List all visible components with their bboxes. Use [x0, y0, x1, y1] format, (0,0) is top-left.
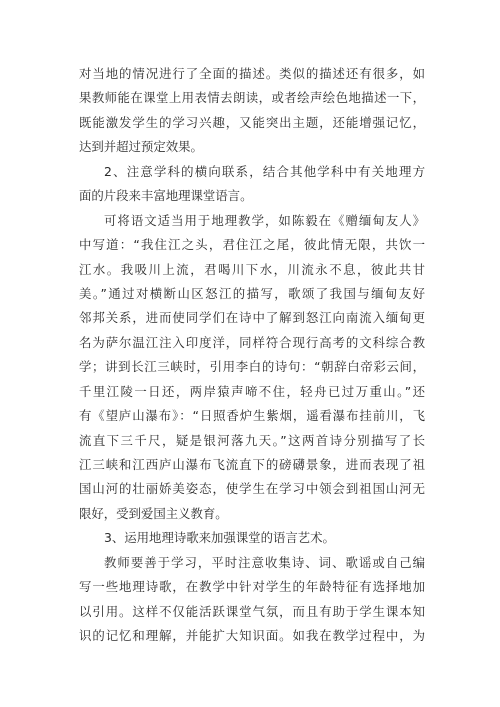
text-line: 江三峡和江西庐山瀑布飞流直下的磅礴景象，进而表现了祖	[79, 457, 425, 472]
text-line: 面的片段来丰富地理课堂语言。	[79, 188, 253, 204]
text-line: 对当地的情况进行了全面的描述。类似的描述还有很多，如	[79, 66, 425, 81]
text-line: 国山河的壮丽娇美姿态，使学生在学习中领会到祖国山河无	[79, 481, 425, 497]
text-line: 学；讲到长江三峡时，引用李白的诗句：“朝辞白帝彩云间，	[79, 359, 425, 375]
text-line: 写一些地理诗歌，在教学中针对学生的年龄特征有选择地加	[79, 579, 425, 595]
text-line: 名为萨尔温江注入印度洋，同样符合现行高考的文科综合教	[79, 334, 425, 350]
text-line: 流直下三千尺，疑是银河落九天。”这两首诗分别描写了长	[79, 432, 425, 448]
text-line: 邻邦关系，进而使同学们在诗中了解到怒江向南流入缅甸更	[79, 310, 425, 326]
text-line: 3、运用地理诗歌来加强课堂的语言艺术。	[104, 530, 335, 546]
text-line: 既能激发学生的学习兴趣，又能突出主题，还能增强记忆，	[79, 114, 425, 130]
text-line: 限好，受到爱国主义教育。	[79, 505, 228, 521]
text-line: 教师要善于学习，平时注意收集诗、词、歌谣或自己编	[104, 554, 425, 570]
text-line: 中写道：“我住江之头，君住江之尾，彼此情无限，共饮一	[79, 237, 425, 253]
text-line: 2、注意学科的横向联系，结合其他学科中有关地理方	[104, 163, 425, 179]
text-line: 果教师能在课堂上用表情去朗读，或者绘声绘色地描述一下，	[79, 90, 425, 106]
text-line: 江水。我吸川上流，君喝川下水，川流永不息，彼此共甘	[79, 261, 425, 277]
text-line: 千里江陵一日还，两岸猿声啼不住，轻舟已过万重山。”还	[79, 383, 425, 399]
text-line: 达到并超过预定效果。	[79, 139, 203, 155]
text-line: 美。”通过对横断山区怒江的描写，歌颂了我国与缅甸友好	[79, 285, 425, 301]
text-line: 以引用。这样不仅能活跃课堂气氛，而且有助于学生课本知	[79, 603, 425, 619]
document-body	[79, 62, 425, 649]
text-line: 识的记忆和理解，并能扩大知识面。如我在教学过程中，为	[79, 628, 425, 644]
text-line: 可将语文适当用于地理教学，如陈毅在《赠缅甸友人》	[104, 212, 425, 228]
text-line: 有《望庐山瀑布》：“日照香炉生紫烟，遥看瀑布挂前川，飞	[79, 408, 425, 424]
